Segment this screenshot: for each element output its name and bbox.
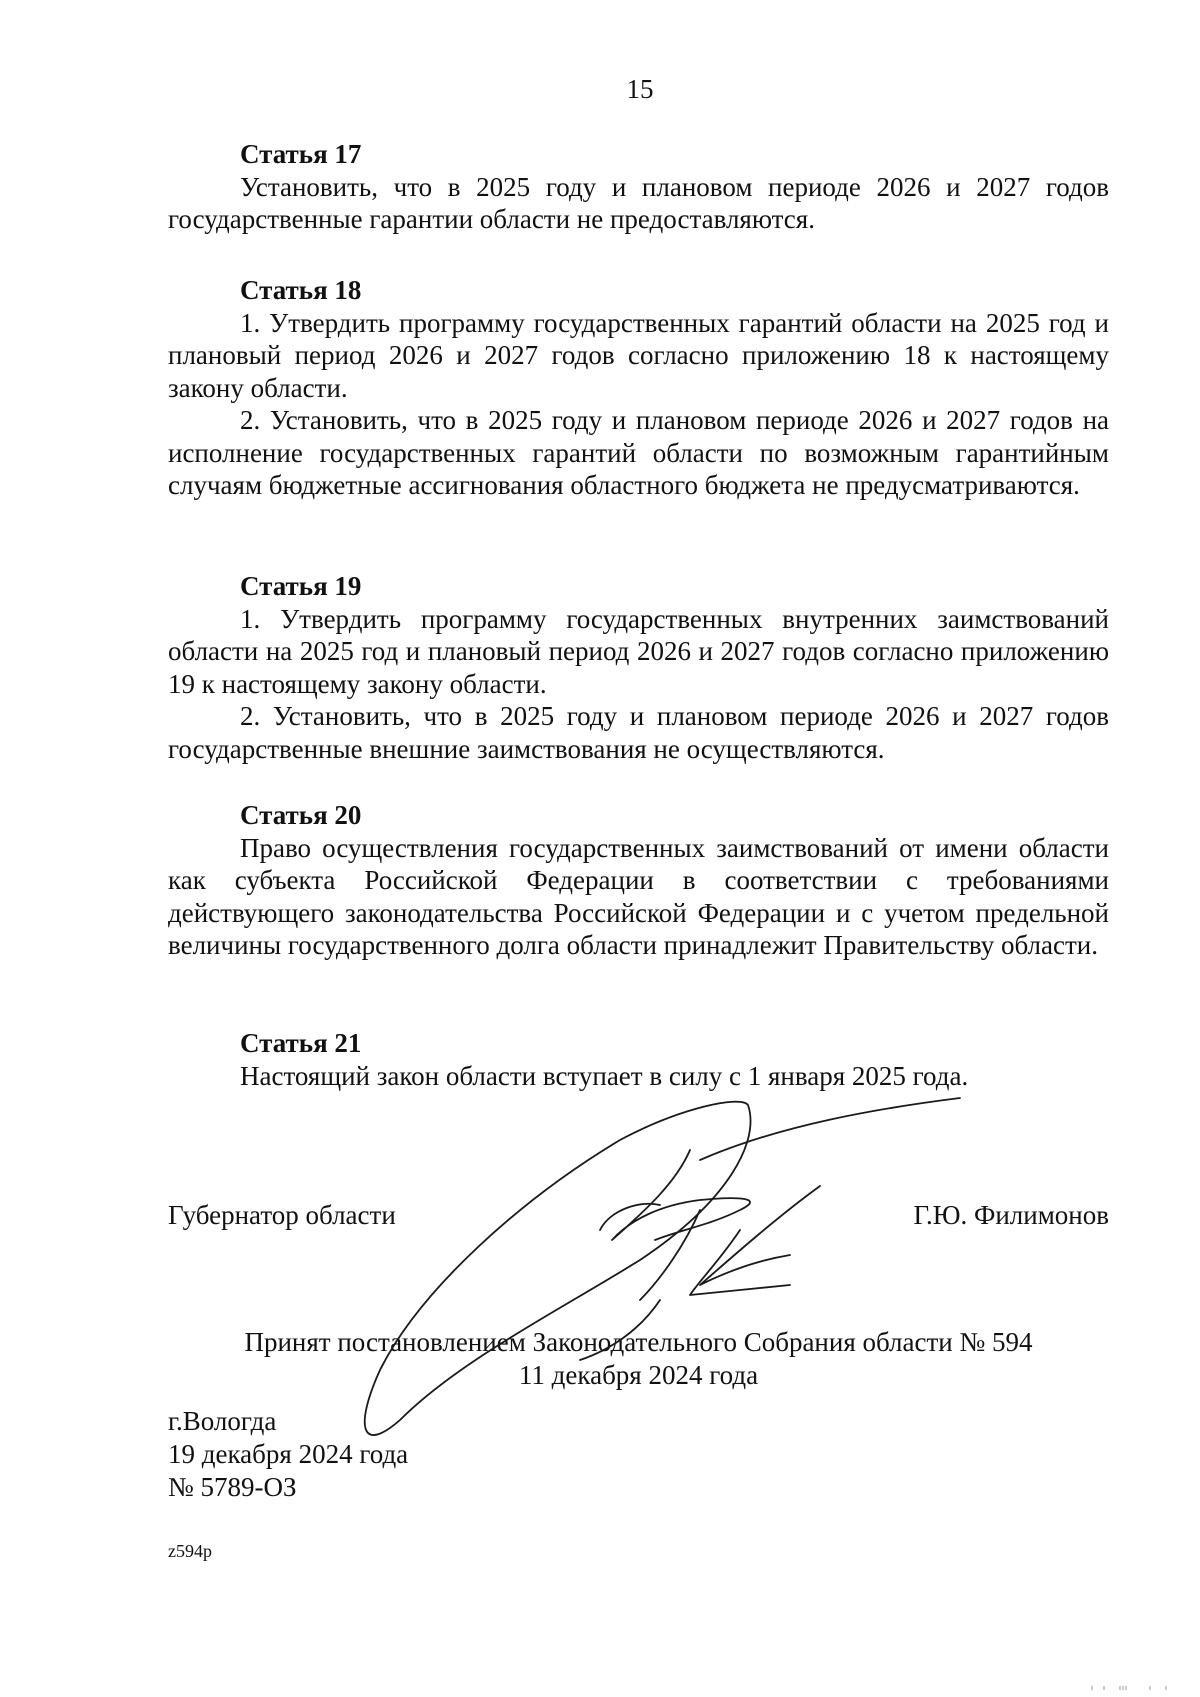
signatory-name: Г.Ю. Филимонов (913, 1200, 1109, 1230)
signing-place: г.Вологда (168, 1406, 277, 1436)
signing-date: 19 декабря 2024 года (168, 1439, 409, 1469)
article-17 (168, 138, 1109, 236)
article-title: Статья 17 (240, 139, 362, 169)
article-title: Статья 19 (240, 571, 362, 601)
article-20 (168, 799, 1109, 962)
article-title: Статья 18 (240, 275, 362, 305)
article-21 (168, 1027, 1109, 1092)
article-paragraph: Право осуществления государственных заимствований от имени области как субъекта Российской Федерации в соответствии с требованиями действующего законодательства Российской Федерации и с учетом предельной величины государственного долга области принадлежит Правительству области. (168, 832, 1109, 960)
article-paragraph: Настоящий закон области вступает в силу с 1 января 2025 года. (240, 1060, 969, 1091)
article-paragraph: 1. Утвердить программу государственных гарантий области на 2025 год и плановый период 2026 и 2027 годов согласно приложению 18 к настоящему закону области. (168, 307, 1109, 403)
adoption-line: Принят постановлением Законодательного Собрания области № 594 (244, 1327, 1033, 1357)
article-19 (168, 570, 1109, 765)
signing-details (168, 1405, 408, 1504)
signatory-position: Губернатор области (168, 1200, 396, 1230)
article-paragraph: Установить, что в 2025 году и плановом периоде 2026 и 2027 годов государственные гарантии области не предоставляются. (168, 171, 1109, 234)
scan-marks (1090, 1685, 1170, 1691)
law-number: № 5789-ОЗ (168, 1472, 297, 1502)
page-number: 15 (626, 74, 654, 104)
article-18 (168, 274, 1109, 502)
article-paragraph: 2. Установить, что в 2025 году и плановом периоде 2026 и 2027 годов государственные внешние заимствования не осуществляются. (168, 701, 1109, 764)
adoption-date: 11 декабря 2024 года (518, 1359, 759, 1390)
article-title: Статья 20 (240, 800, 362, 830)
adoption-note (168, 1326, 1109, 1391)
article-title: Статья 21 (240, 1028, 362, 1058)
article-paragraph: 1. Утвердить программу государственных внутренних заимствований области на 2025 год и плановый период 2026 и 2027 годов согласно приложению 19 к настоящему закону области. (168, 603, 1109, 699)
document-code: z594р (168, 1541, 212, 1561)
article-paragraph: 2. Установить, что в 2025 году и плановом периоде 2026 и 2027 годов на исполнение государственных гарантий области по возможным гарантийным случаям бюджетные ассигнования областного бюджета не предусматриваются. (168, 405, 1109, 500)
signature-block (168, 1200, 1109, 1231)
